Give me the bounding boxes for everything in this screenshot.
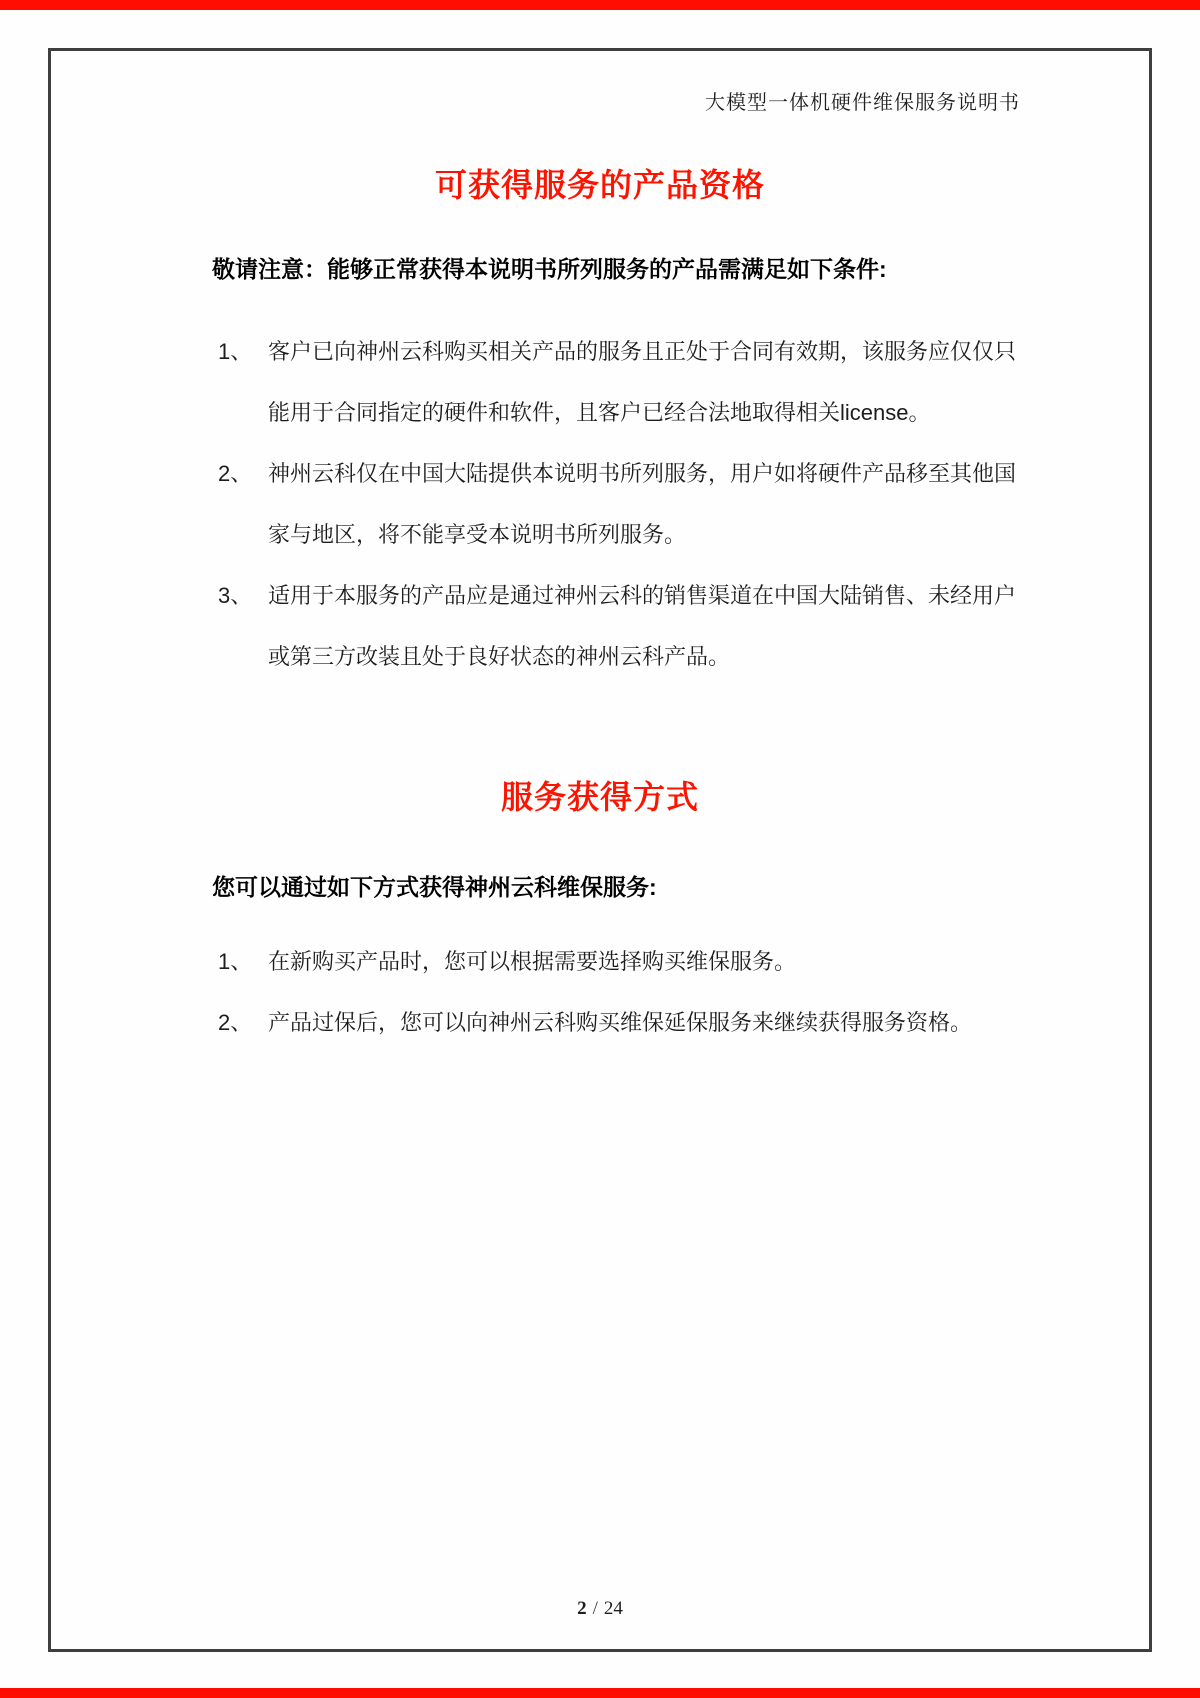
list-item-number: 1、: [218, 339, 253, 364]
list-item: [218, 565, 1038, 687]
list-item: [218, 443, 1038, 565]
list-item-text: [268, 443, 1038, 565]
list-item: [218, 321, 1038, 443]
list-item-text: [268, 992, 1038, 1053]
list-item-line: 在新购买产品时，您可以根据需要选择购买维保服务。: [268, 949, 797, 974]
list-item-line: 或第三方改装且处于良好状态的神州云科产品。: [268, 644, 731, 669]
list-item-line: 能用于合同指定的硬件和软件，且客户已经合法地取得相关license。: [268, 400, 931, 425]
list-item-line: 神州云科仅在中国大陆提供本说明书所列服务，用户如将硬件产品移至其他国: [268, 461, 1017, 486]
list-item-text: [268, 321, 1038, 443]
list-item: [218, 992, 1038, 1053]
list-item-number: 3、: [218, 583, 253, 608]
section-title-service-acquisition: 服务获得方式: [500, 779, 699, 815]
eligibility-intro-text: 敬请注意：能够正常获得本说明书所列服务的产品需满足如下条件:: [212, 256, 887, 282]
page-border-frame: [48, 48, 1152, 1652]
bottom-edge-bar: [0, 1688, 1200, 1698]
list-item-text: [268, 565, 1038, 687]
section-title-product-eligibility: 可获得服务的产品资格: [434, 167, 765, 203]
acquisition-intro-text: 您可以通过如下方式获得神州云科维保服务:: [212, 874, 657, 900]
list-item-text: [268, 931, 1038, 992]
list-item-line: 产品过保后，您可以向神州云科购买维保延保服务来继续获得服务资格。: [268, 1010, 973, 1035]
page-total: 24: [603, 1598, 623, 1619]
list-item-number: 2、: [218, 1010, 253, 1035]
list-item: [218, 931, 1038, 992]
list-item-line: 客户已向神州云科购买相关产品的服务且正处于合同有效期，该服务应仅仅只: [268, 339, 1017, 364]
page-footer: [0, 1598, 1200, 1620]
acquisition-list: [218, 931, 1038, 1053]
list-item-line: 家与地区，将不能享受本说明书所列服务。: [268, 522, 687, 547]
top-edge-bar: [0, 0, 1200, 10]
list-item-line: 适用于本服务的产品应是通过神州云科的销售渠道在中国大陆销售、未经用户: [268, 583, 1017, 608]
list-item-number: 2、: [218, 461, 253, 486]
list-item-number: 1、: [218, 949, 253, 974]
page-number-separator: /: [592, 1598, 598, 1619]
eligibility-list: [218, 321, 1038, 687]
page-number: 2: [577, 1598, 587, 1619]
page-header-title: 大模型一体机硬件维保服务说明书: [705, 92, 1020, 114]
